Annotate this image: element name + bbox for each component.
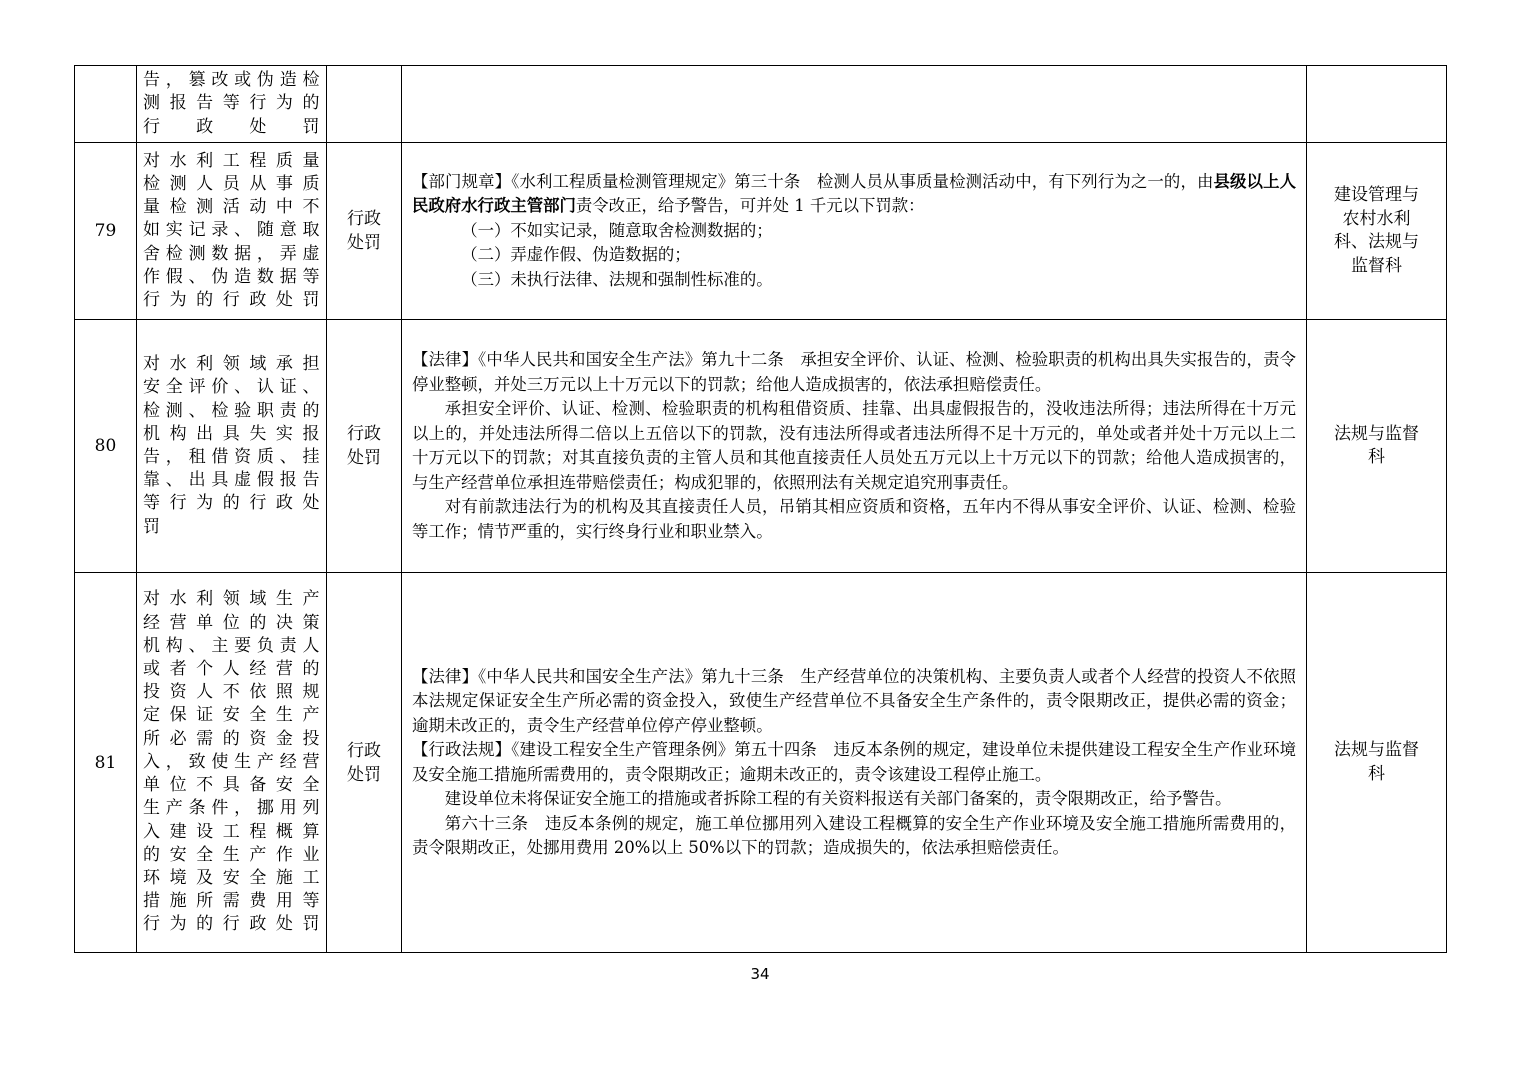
item-name-line: 机构、主要负责人 xyxy=(143,635,320,656)
legal-basis-cell xyxy=(402,320,1307,573)
item-name-line: 经营单位的决策 xyxy=(143,612,320,633)
item-name-line: 作假、伪造数据等 xyxy=(143,266,320,287)
item-name-line: 告，篡改或伪造检 xyxy=(143,70,320,91)
penalty-type-line: 行政 xyxy=(347,209,381,229)
department-line: 法规与监督 xyxy=(1334,740,1419,760)
item-name-cell xyxy=(137,66,327,143)
item-name-line: 检测、检验职责的 xyxy=(143,400,320,421)
table-row xyxy=(75,66,1447,143)
item-name-line: 行政处罚 xyxy=(143,116,320,137)
legal-basis-item: （二）弄虚作假、伪造数据的； xyxy=(461,245,691,265)
legal-basis-paragraph: 第六十三条 违反本条例的规定，施工单位挪用列入建设工程概算的安全生产作业环境及安全施工措施所需费用的，责令限期改正，处挪用费用 20%以上 50%以下的罚款；造成损失的，依法承担赔偿责任。 xyxy=(412,813,1296,857)
item-name-line: 生产条件，挪用列 xyxy=(143,798,320,819)
item-name-line: 告，租借资质、挂 xyxy=(143,447,320,467)
legal-basis-text: 责令改正，给予警告，可并处 1 千元以下罚款： xyxy=(575,196,925,216)
table-row xyxy=(75,143,1447,320)
item-name-line: 行为的行政处罚 xyxy=(143,290,320,310)
item-name-line: 入，致使生产经营 xyxy=(143,751,320,772)
item-name-line: 环境及安全施工 xyxy=(143,867,320,888)
page-number: 34 xyxy=(750,965,770,983)
penalty-type-cell xyxy=(327,66,402,143)
department-line: 农村水利 xyxy=(1342,208,1411,229)
legal-basis-item: （一）不如实记录，随意取舍检测数据的； xyxy=(461,220,773,240)
department-cell xyxy=(1307,573,1447,953)
item-name-line: 或者个人经营的 xyxy=(143,659,320,680)
item-name-cell xyxy=(137,573,327,953)
legal-basis-item: （三）未执行法律、法规和强制性标准的。 xyxy=(461,269,773,289)
table-row xyxy=(75,320,1447,573)
item-name-line: 检测人员从事质 xyxy=(143,173,320,194)
item-name-line: 措施所需费用等 xyxy=(143,891,320,912)
row-number: 80 xyxy=(75,320,137,573)
penalty-type-line: 处罚 xyxy=(347,448,381,468)
item-name-cell xyxy=(137,320,327,573)
penalty-type-line: 处罚 xyxy=(347,233,381,253)
item-name-line: 对水利领域生产 xyxy=(143,589,320,610)
department-line: 科 xyxy=(1368,763,1385,784)
item-name-line: 入建设工程概算 xyxy=(143,821,320,842)
legal-basis-paragraph: 承担安全评价、认证、检测、检验职责的机构租借资质、挂靠、出具虚假报告的，没收违法所得；违法所得在十万元以上的，并处违法所得二倍以上五倍以下的罚款，没有违法所得或者违法所得不足十万元的，单处或者并处十万元以上二十万元以下的罚款；对其直接负责的主管人员和其他直接责任人员处五万元以上十万元以下的罚款；给他人造成损害的，与生产经营单位承担连带赔偿责任；构成犯罪的，依照刑法有关规定追究刑事责任。 xyxy=(412,399,1296,492)
department-line: 科、法规与 xyxy=(1334,232,1419,252)
department-cell xyxy=(1307,143,1447,320)
legal-basis-paragraph xyxy=(412,170,1296,219)
penalty-type-cell xyxy=(327,143,402,320)
item-name-line: 投资人不依照规 xyxy=(143,682,320,703)
legal-basis-paragraph: 【法律】《中华人民共和国安全生产法》第九十二条 承担安全评价、认证、检测、检验职责的机构出具失实报告的，责令停业整顿，并处三万元以上十万元以下的罚款；给他人造成损害的，依法承担赔偿责任。 xyxy=(412,350,1296,394)
legal-basis-text: 【部门规章】《水利工程质量检测管理规定》第三十条 检测人员从事质量检测活动中，有下列行为之一的，由 xyxy=(412,171,1214,191)
item-name-line: 靠、出具虚假报告 xyxy=(143,470,320,491)
item-name-line: 等行为的行政处 xyxy=(143,493,320,514)
item-name-line: 定保证安全生产 xyxy=(143,705,320,726)
item-name-line: 所必需的资金投 xyxy=(143,728,320,749)
item-name-cell xyxy=(137,143,327,320)
item-name-line: 量检测活动中不 xyxy=(143,197,320,218)
table-row xyxy=(75,573,1447,953)
department-line: 建设管理与 xyxy=(1334,185,1419,205)
legal-basis-cell xyxy=(402,66,1307,143)
penalty-type-line: 行政 xyxy=(347,424,381,444)
row-number: 81 xyxy=(75,573,137,953)
item-name-line: 行为的行政处罚 xyxy=(143,914,320,935)
penalty-type-cell xyxy=(327,573,402,953)
row-number: 79 xyxy=(75,143,137,320)
item-name-line: 单位不具备安全 xyxy=(143,775,320,796)
item-name-line: 对水利工程质量 xyxy=(143,150,320,171)
legal-basis-cell xyxy=(402,143,1307,320)
row-number xyxy=(75,66,137,143)
item-name-line: 对水利领域承担 xyxy=(143,354,320,375)
legal-basis-paragraph: 【法律】《中华人民共和国安全生产法》第九十三条 生产经营单位的决策机构、主要负责人或者个人经营的投资人不依照本法规定保证安全生产所必需的资金投入，致使生产经营单位不具备安全生产条件的，责令限期改正，提供必需的资金；逾期未改正的，责令生产经营单位停产停业整顿。 xyxy=(412,666,1296,735)
department-line: 监督科 xyxy=(1351,255,1402,276)
item-name-line: 的安全生产作业 xyxy=(143,844,320,865)
department-line: 法规与监督 xyxy=(1334,423,1419,444)
penalty-type-line: 处罚 xyxy=(347,764,381,785)
legal-basis-cell xyxy=(402,573,1307,953)
item-name-line: 安全评价、认证、 xyxy=(143,377,320,398)
department-line: 科 xyxy=(1368,447,1385,467)
penalty-table xyxy=(74,65,1447,953)
penalty-type-line: 行政 xyxy=(347,740,381,761)
department-cell xyxy=(1307,320,1447,573)
item-name-line: 测报告等行为的 xyxy=(143,93,320,114)
legal-basis-paragraph: 【行政法规】《建设工程安全生产管理条例》第五十四条 违反本条例的规定，建设单位未提供建设工程安全生产作业环境及安全施工措施所需费用的，责令限期改正；逾期未改正的，责令该建设工程停止施工。 xyxy=(412,740,1296,784)
legal-basis-paragraph: 建设单位未将保证安全施工的措施或者拆除工程的有关资料报送有关部门备案的，责令限期改正，给予警告。 xyxy=(444,789,1232,808)
item-name-line: 机构出具失实报 xyxy=(143,423,320,444)
penalty-type-cell xyxy=(327,320,402,573)
item-name-line: 如实记录、随意取 xyxy=(143,220,320,241)
legal-basis-paragraph: 对有前款违法行为的机构及其直接责任人员，吊销其相应资质和资格，五年内不得从事安全评价、认证、检测、检验等工作；情节严重的，实行终身行业和职业禁入。 xyxy=(412,497,1296,541)
item-name-line: 舍检测数据，弄虚 xyxy=(143,243,320,264)
department-cell xyxy=(1307,66,1447,143)
item-name-line: 罚 xyxy=(143,516,161,537)
authority-bold-text: 县级以上人民政府水行政主管部门 xyxy=(412,171,1296,216)
